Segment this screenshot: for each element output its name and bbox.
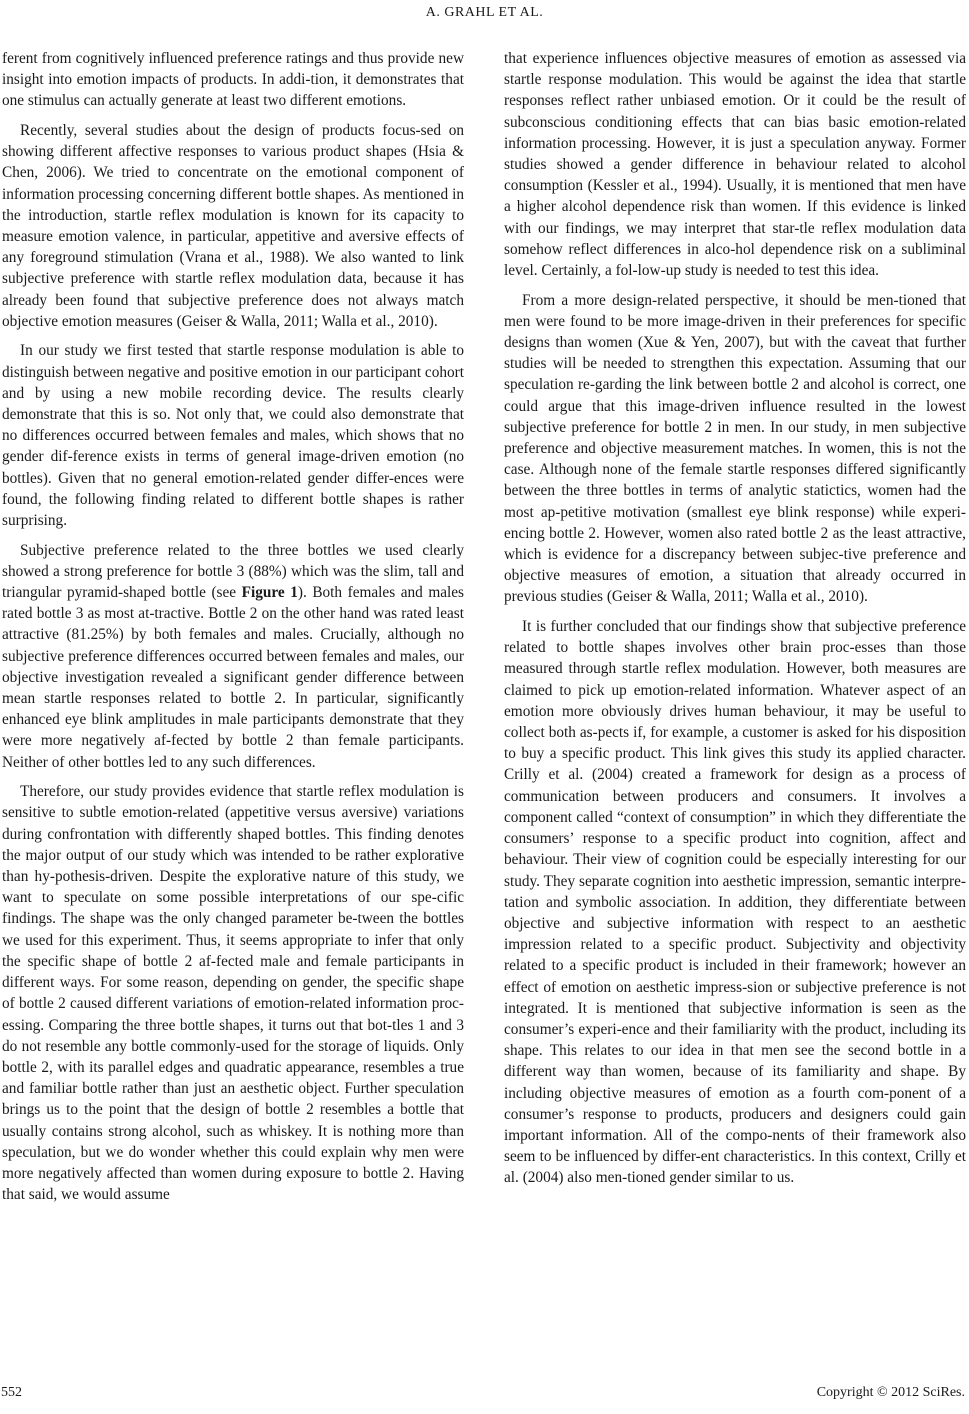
right-column — [504, 48, 966, 1189]
page-number: 552 — [1, 1385, 22, 1400]
paragraph: From a more design-related perspective, it should be men-tioned that men were found to be more image-driven in their preferences for specific designs than women (Xue & Yen, 2007), but with the caveat that further studies will be needed to strengthen this expectation. Assuming that our speculation re-garding the link between bottle 2 and alcohol is correct, one could argue that this image-driven influence resulted in the lowest subjective preference for bottle 2 in men. In our study, in men subjective preference and objective measurement matches. In women, this is not the case. Although none of the female startle responses differed significantly between the three bottles in terms of analytic statictics, women had the most ap-petitive motivation (smallest eye blink response) while experi-encing bottle 2. However, women also rated bottle 2 as the least attractive, which is evidence for a discrepancy between subjec-tive preference and objective measures of emotion, a situation that already occurred in previous studies (Geiser & Walla, 2011; Walla et al., 2010). — [504, 291, 966, 606]
paragraph: In our study we first tested that startle response modulation is able to distinguish between negative and positive emotion in our participant cohort and by using a new mobile recording device. The results clearly demonstrate that this is so. Not only that, we could also demonstrate that no differences occurred between females and males, which shows that no gender dif-ference exists in terms of general image-driven emotion (no bottles). Given that no general emotion-related gender differ-ences were found, the following finding related to different bottle shapes is rather surprising. — [2, 342, 464, 530]
paragraph-text: ). Both females and males rated bottle 3 as most at-tractive. Bottle 2 on the other hand was rated least attractive (81.25%) by both females and males. Crucially, although no subjective preference differences occurred between females and males, our objective investigation revealed a significant gender difference between mean startle responses related to bottle 2. In particular, significantly enhanced eye blink amplitudes in male participants demonstrate that they were more negatively af-fected by bottle 2 than female participants. Neither of other bottles led to any such differences. — [2, 584, 465, 771]
paragraph: It is further concluded that our findings show that subjective preference related to bottle shapes involves other brain proc-esses than those measured through startle reflex modulation. However, both measures are claimed to pick up emotion-related information. Whatever aspect of an emotion more obviously drives human behaviour, it may be useful to collect both as-pects if, for example, a customer is asked for his disposition to buy a specific product. This link gives this study its applied character. Crilly et al. (2004) created a framework for design as a process of communication between producers and consumers. It involves a component called “context of consumption” in which they differentiate the consumers’ response to a specific product into cognition, affect and behaviour. Their view of cognition could be especially interesting for our study. They separate cognition into aesthetic impression, semantic interpre-tation and symbolic association. In addition, they differentiate between objective and subjective information with respect to an aesthetic impression related to a specific product. Subjectivity and objectivity related to a specific product is included in their framework; however an effect of emotion on aesthetic impress-sion or subjective preference is not integrated. It is mentioned that subjective information is seen as the consumer’s experi-ence and their familiarity with the product, including its shape. This relates to our idea in that men see the second bottle in a different way than women, because of its familiarity and shape. By including objective measures of emotion as a fourth com-ponent of a consumer’s response to products, producers and designers could gain important information. All of the compo-nents of their framework also seem to be influenced by differ-ent characteristics. In this context, Crilly et al. (2004) also men-tioned gender similar to us. — [504, 618, 966, 1187]
paragraph: ferent from cognitively influenced preference ratings and thus provide new insight into emotion impacts of products. In addi-tion, it demonstrates that one stimulus can actually generate at least two different emotions. — [2, 50, 464, 110]
running-head: A. GRAHL ET AL. — [425, 5, 544, 20]
paragraph — [2, 540, 464, 773]
paragraph-text: Subjective preference related to the three bottles we used clearly showed a strong preference for bottle 3 (88%) which was the slim, tall and triangular pyramid-shaped bottle (see — [2, 541, 464, 602]
paragraph: Therefore, our study provides evidence that startle reflex modulation is sensitive to subtle emotion-related (appetitive versus aversive) variations during confrontation with differently shaped bottles. This finding denotes the major output of our study which was intended to be rather explorative than hy-pothesis-driven. Despite the explorative nature of this study, we want to speculate on some possible interpretations of our spe-cific findings. The shape was the only changed parameter be-tween the bottles we used for this experiment. Thus, it seems appropriate to infer that only the specific shape of bottle 2 af-fected male and female participants in different ways. For some reason, depending on gender, the specific shape of bottle 2 caused different variations of emotion-related information proc-essing. Comparing the three bottle shapes, it turns out that bot-tles 1 and 3 do not resemble any bottle commonly-used for the storage of liquids. Only bottle 2, with its parallel edges and quadratic appearance, resembles a true and familiar bottle rather than just an aesthetic object. Further speculation brings us to the point that the design of bottle 2 resembles a bottle that usually contains strong alcohol, such as whiskey. It is nothing more than speculation, but we do wonder whether this could explain why men were more negatively affected than women during exposure to bottle 2. Having that said, we would assume — [2, 783, 464, 1204]
copyright-notice: Copyright © 2012 SciRes. — [816, 1385, 965, 1400]
paragraph: that experience influences objective measures of emotion as assessed via startle response modulation. This would be against the idea that startle responses reflect rather unbiased emotion. Or it could be the result of subconscious conditioning effects that can bias basic emotion-related information processing. However, it is just a speculation anyway. Former studies showed a gender difference in behaviour related to alcohol consumption (Kessler et al., 1994). Usually, it is mentioned that men have a higher alcohol dependence risk than women. If this evidence is linked with our findings, we may interpret that star-tle reflex modulation data somehow reflect differences in alco-hol dependence risk on a subliminal level. Certainly, a fol-low-up study is needed to test this idea. — [504, 50, 966, 280]
figure-reference-link[interactable]: Figure 1 — [241, 584, 298, 602]
paragraph: Recently, several studies about the design of products focus-sed on showing different affective responses to various product shapes (Hsia & Chen, 2006). We tried to concentrate on the emotional component of information processing concerning different bottle shapes. As mentioned in the introduction, startle reflex modulation is known for its capacity to measure emotion valence, in particular, appetitive and aversive effects of any foreground stimulation (Vrana et al., 1988). We also wanted to link subjective preference with startle reflex modulation data, because it has already been found that subjective preference does not always match objective emotion measures (Geiser & Walla, 2011; Walla et al., 2010). — [2, 122, 464, 330]
left-column — [2, 48, 464, 1205]
